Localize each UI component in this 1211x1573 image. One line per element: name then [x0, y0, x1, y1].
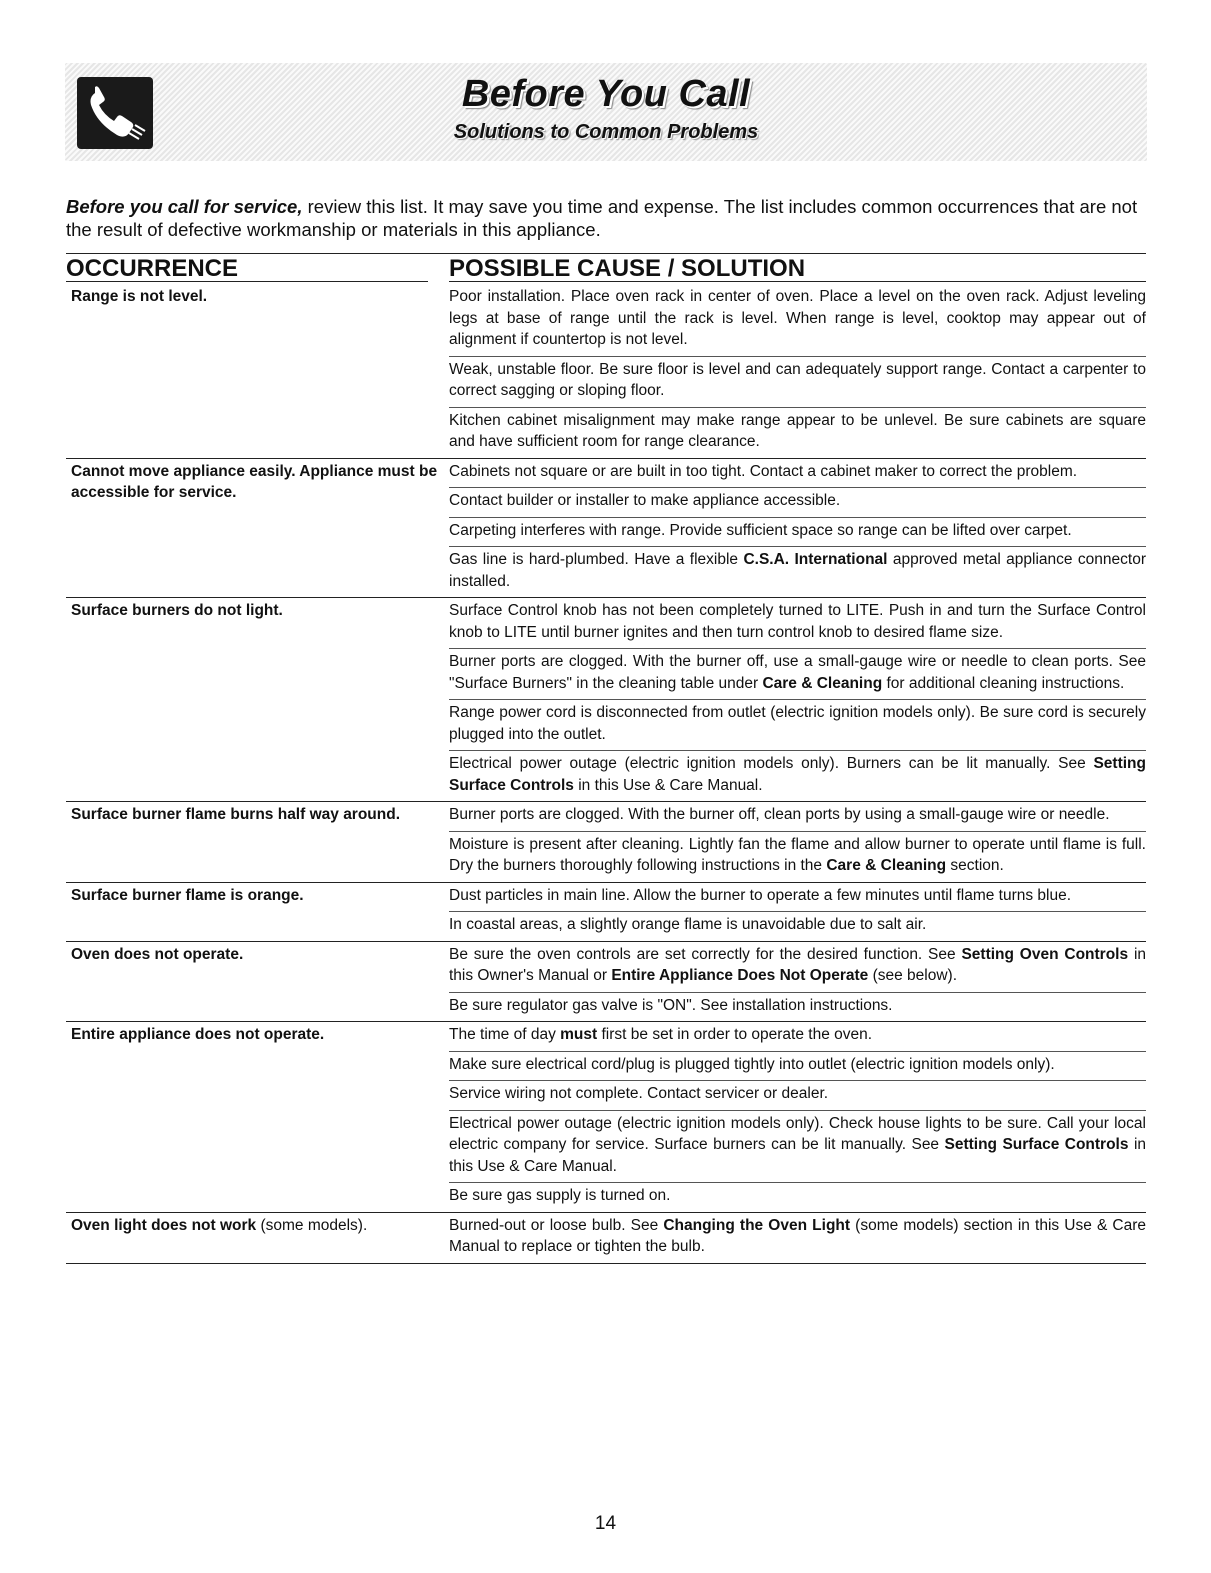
- table-row: [66, 883, 1146, 942]
- cause-item: Carpeting interferes with range. Provide sufficient space so range can be lifted over carpet.: [449, 518, 1146, 548]
- occurrence-note: (some models).: [256, 1216, 368, 1234]
- intro-paragraph: [66, 195, 1148, 241]
- occurrence-cell: [66, 284, 446, 458]
- table-row: [66, 942, 1146, 1023]
- banner-subtitle: Solutions to Common Problems: [453, 121, 759, 143]
- cause-item: Surface Control knob has not been completely turned to LITE. Push in and turn the Surface Control knob to LITE until burner ignites and then turn control knob to desired flame size.: [449, 598, 1146, 649]
- cause-item: Burner ports are clogged. With the burner off, use a small-gauge wire or needle to clean ports. See "Surface Burners" in the cleaning table under Care & Cleaning for additional cleaning instructions.: [449, 649, 1146, 700]
- cause-item: Moisture is present after cleaning. Lightly fan the flame and allow burner to operate until flame is full. Dry the burners thoroughly following instructions in the Care & Cleaning section.: [449, 835, 1146, 874]
- occurrence-cell: [66, 802, 446, 882]
- table-row: [66, 1022, 1146, 1213]
- occurrence-text: Range is not level.: [71, 288, 208, 305]
- cause-item: Contact builder or installer to make appliance accessible.: [449, 488, 1146, 518]
- intro-lead: Before you call for service,: [66, 196, 303, 217]
- occurrence-text: Surface burner flame burns half way around.: [71, 806, 401, 823]
- occurrence-text: Surface burners do not light.: [71, 602, 283, 619]
- cause-item: Be sure gas supply is turned on.: [449, 1187, 671, 1204]
- occurrence-header-underline: [66, 281, 428, 282]
- table-row: [66, 598, 1146, 802]
- cause-item: The time of day must first be set in order to operate the oven.: [449, 1022, 1146, 1052]
- occurrence-header: OCCURRENCE: [66, 255, 239, 282]
- causes-cell: [449, 883, 1146, 941]
- cause-item: Gas line is hard-plumbed. Have a flexible C.S.A. International approved metal appliance connector installed.: [449, 551, 1146, 590]
- occurrence-text: Cannot move appliance easily. Appliance must be accessible for service.: [71, 462, 438, 501]
- causes-cell: [449, 802, 1146, 882]
- causes-cell: [449, 942, 1146, 1022]
- intro-text: review this list. It may save you time and expense. The list includes common occurrences that are not the result of defective workmanship or materials in this appliance.: [66, 196, 1138, 240]
- table-row: [66, 1213, 1146, 1264]
- causes-cell: [449, 459, 1146, 598]
- cause-item: Electrical power outage (electric ignition models only). Check house lights to be sure. Call your local electric company for service. Surface burners can be lit manually. See Setting Surface Controls in this Use & Care Manual.: [449, 1111, 1146, 1184]
- table-row: [66, 802, 1146, 883]
- occurrence-cell: [66, 1213, 446, 1263]
- cause-item: In coastal areas, a slightly orange flame is unavoidable due to salt air.: [449, 916, 927, 933]
- banner-title: Before You Call: [461, 73, 751, 115]
- cause-header-underline: [449, 281, 1146, 282]
- cause-item: Range power cord is disconnected from outlet (electric ignition models only). Be sure cord is securely plugged into the outlet.: [449, 700, 1146, 751]
- cause-item: Burner ports are clogged. With the burner off, clean ports by using a small-gauge wire or needle.: [449, 802, 1146, 832]
- causes-cell: [449, 598, 1146, 801]
- occurrence-text: Oven light does not work: [71, 1216, 257, 1234]
- header-rule: [66, 253, 1146, 254]
- cause-item: Be sure the oven controls are set correctly for the desired function. See Setting Oven Controls in this Owner's Manual or Entire Appliance Does Not Operate (see below).: [449, 942, 1146, 993]
- table-row: [66, 459, 1146, 599]
- cause-item: Poor installation. Place oven rack in center of oven. Place a level on the oven rack. Adjust leveling legs at base of range until the rack is level. When range is level, cooktop may appear out of alignment if countertop is not level.: [449, 284, 1146, 357]
- occurrence-text: Entire appliance does not operate.: [71, 1026, 325, 1043]
- occurrence-text: Oven does not operate.: [71, 945, 244, 963]
- cause-item: Burned-out or loose bulb. See Changing the Oven Light (some models) section in this Use & Care Manual to replace or tighten the bulb.: [449, 1216, 1146, 1255]
- occurrence-cell: [66, 883, 446, 941]
- causes-cell: [449, 1213, 1146, 1263]
- table-row: [66, 284, 1146, 459]
- page-number: 14: [594, 1513, 617, 1534]
- occurrence-cell: [66, 459, 446, 598]
- cause-item: Kitchen cabinet misalignment may make range appear to be unlevel. Be sure cabinets are square and have sufficient room for range clearance.: [449, 411, 1146, 450]
- header-banner: [65, 63, 1147, 161]
- cause-header: POSSIBLE CAUSE / SOLUTION: [449, 255, 806, 282]
- cause-item: Service wiring not complete. Contact servicer or dealer.: [449, 1081, 1146, 1111]
- cause-item: Electrical power outage (electric ignition models only). Burners can be lit manually. See Setting Surface Controls in this Use & Care Manual.: [449, 755, 1146, 794]
- cause-item: Be sure regulator gas valve is "ON". See installation instructions.: [449, 996, 893, 1014]
- occurrence-text: Surface burner flame is orange.: [71, 886, 304, 904]
- cause-item: Weak, unstable floor. Be sure floor is level and can adequately support range. Contact a carpenter to correct sagging or sloping floor.: [449, 357, 1146, 408]
- troubleshooting-table: [66, 284, 1146, 1264]
- causes-cell: [449, 1022, 1146, 1212]
- occurrence-cell: [66, 1022, 446, 1212]
- causes-cell: [449, 284, 1146, 458]
- occurrence-cell: [66, 598, 446, 801]
- occurrence-cell: [66, 942, 446, 1022]
- cause-item: Cabinets not square or are built in too tight. Contact a cabinet maker to correct the problem.: [449, 459, 1146, 489]
- cause-item: Dust particles in main line. Allow the burner to operate a few minutes until flame turns blue.: [449, 883, 1146, 913]
- cause-item: Make sure electrical cord/plug is plugged tightly into outlet (electric ignition models only).: [449, 1052, 1146, 1082]
